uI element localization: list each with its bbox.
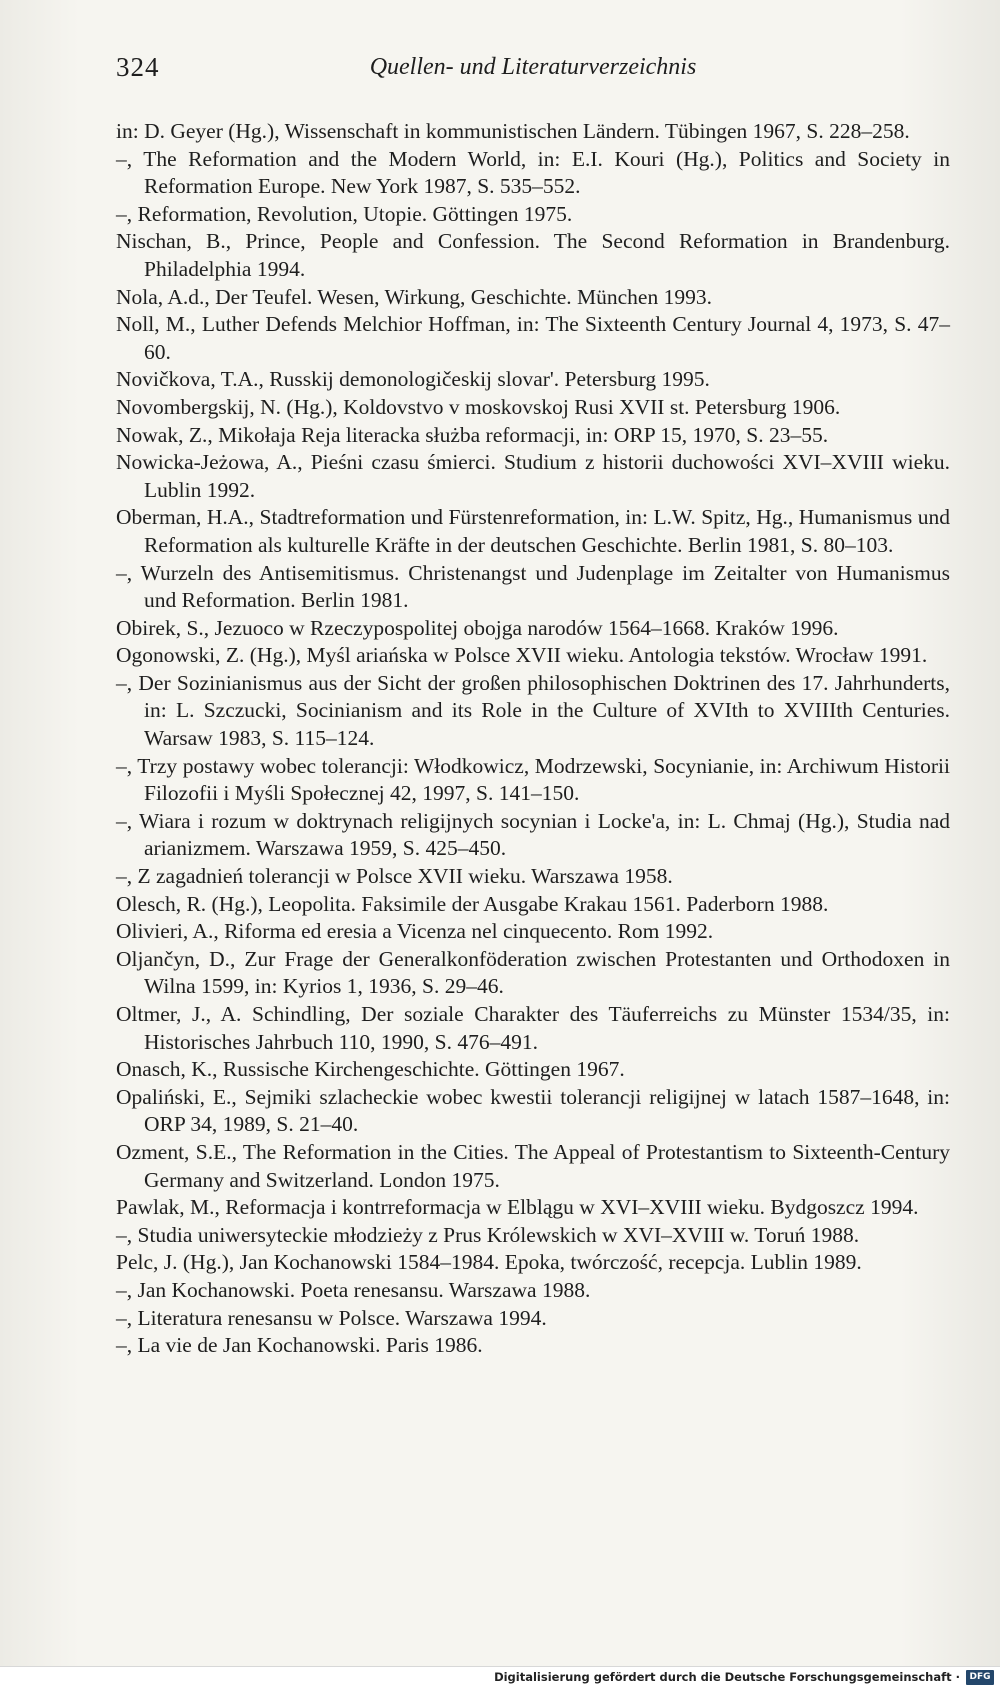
dfg-logo: DFG bbox=[966, 1670, 994, 1685]
bibliography-entry: Nowak, Z., Mikołaja Reja literacka służba reformacji, in: ORP 15, 1970, S. 23–55. bbox=[116, 422, 829, 447]
bibliography-entry: Olesch, R. (Hg.), Leopolita. Faksimile der Ausgabe Krakau 1561. Paderborn 1988. bbox=[116, 891, 829, 916]
bibliography-entry: Olivieri, A., Riforma ed eresia a Vicenza nel cinquecento. Rom 1992. bbox=[116, 919, 714, 944]
bibliography-entry: Ozment, S.E., The Reformation in the Cities. The Appeal of Protestantism to Sixteenth-Century Germany and Switzerland. London 1975. bbox=[116, 1139, 950, 1192]
bibliography-entry: –, Jan Kochanowski. Poeta renesansu. Warszawa 1988. bbox=[116, 1277, 591, 1302]
page-number: 324 bbox=[116, 52, 160, 82]
bibliography-entry: Pelc, J. (Hg.), Jan Kochanowski 1584–1984. Epoka, twórczość, recepcja. Lublin 1989. bbox=[116, 1250, 862, 1275]
bibliography-entry: Novombergskij, N. (Hg.), Koldovstvo v moskovskoj Rusi XVII st. Petersburg 1906. bbox=[116, 394, 841, 419]
bibliography-entry: –, Studia uniwersyteckie młodzieży z Prus Królewskich w XVI–XVIII w. Toruń 1988. bbox=[116, 1222, 860, 1247]
bibliography-entry: Oltmer, J., A. Schindling, Der soziale Charakter des Täuferreichs zu Münster 1534/35, in: Historisches Jahrbuch 110, 1990, S. 476–491. bbox=[116, 1002, 950, 1054]
bibliography-entry: –, La vie de Jan Kochanowski. Paris 1986. bbox=[116, 1333, 483, 1358]
bibliography-entry: –, Z zagadnień tolerancji w Polsce XVII wieku. Warszawa 1958. bbox=[116, 864, 673, 889]
bibliography-entry: Nola, A.d., Der Teufel. Wesen, Wirkung, Geschichte. München 1993. bbox=[116, 284, 712, 309]
bibliography-entry: –, Der Sozinianismus aus der Sicht der großen philosophischen Doktrinen des 17. Jahrhunderts, in: L. Szczucki, Socinianism and its Role in the Culture of XVIth to XVIIIth Centuries. Warsaw 1983, S. 115–124. bbox=[116, 670, 950, 751]
running-head: Quellen- und Literaturverzeichnis bbox=[369, 54, 697, 80]
page-header bbox=[116, 52, 950, 92]
bibliography-entry: Novičkova, T.A., Russkij demonologičeskij slovar'. Petersburg 1995. bbox=[116, 367, 710, 392]
bibliography-list bbox=[116, 118, 950, 1360]
bibliography-entry: Onasch, K., Russische Kirchengeschichte. Göttingen 1967. bbox=[116, 1057, 625, 1082]
bibliography-entry: Ogonowski, Z. (Hg.), Myśl ariańska w Polsce XVII wieku. Antologia tekstów. Wrocław 1991. bbox=[116, 643, 928, 668]
bibliography-entry: in: D. Geyer (Hg.), Wissenschaft in kommunistischen Ländern. Tübingen 1967, S. 228–258. bbox=[116, 119, 910, 143]
bibliography-entry: Obirek, S., Jezuoco w Rzeczypospolitej obojga narodów 1564–1668. Kraków 1996. bbox=[116, 615, 839, 640]
bibliography-entry: –, Wurzeln des Antisemitismus. Christenangst und Judenplage im Zeitalter von Humanismus und Reformation. Berlin 1981. bbox=[116, 560, 950, 613]
funding-notice: Digitalisierung gefördert durch die Deutsche Forschungsgemeinschaft · bbox=[494, 1670, 960, 1684]
bibliography-entry: –, Literatura renesansu w Polsce. Warszawa 1994. bbox=[116, 1305, 547, 1330]
bibliography-entry: Oberman, H.A., Stadtreformation und Fürstenreformation, in: L.W. Spitz, Hg., Humanismus und Reformation als kulturelle Kräfte in der deutschen Geschichte. Berlin 1981, S. 80–103. bbox=[116, 505, 950, 557]
bibliography-entry: Opaliński, E., Sejmiki szlacheckie wobec kwestii tolerancji religijnej w latach 1587–1648, in: ORP 34, 1989, S. 21–40. bbox=[116, 1084, 950, 1137]
bibliography-entry: –, Reformation, Revolution, Utopie. Göttingen 1975. bbox=[116, 201, 573, 226]
bibliography-entry: Noll, M., Luther Defends Melchior Hoffman, in: The Sixteenth Century Journal 4, 1973, S. 47–60. bbox=[116, 312, 950, 364]
bibliography-entry: –, Wiara i rozum w doktrynach religijnych socynian i Locke'a, in: L. Chmaj (Hg.), Studia nad arianizmem. Warszawa 1959, S. 425–450. bbox=[116, 808, 950, 861]
bibliography-entry: Pawlak, M., Reformacja i kontrreformacja w Elblągu w XVI–XVIII wieku. Bydgoszcz 1994. bbox=[116, 1195, 919, 1220]
bibliography-entry: –, Trzy postawy wobec tolerancji: Włodkowicz, Modrzewski, Socynianie, in: Archiwum Historii Filozofii i Myśli Społecznej 42, 1997, S. 141–150. bbox=[116, 753, 950, 806]
bibliography-entry: Oljančyn, D., Zur Frage der Generalkonföderation zwischen Protestanten und Orthodoxen in Wilna 1599, in: Kyrios 1, 1936, S. 29–46. bbox=[116, 946, 950, 999]
bibliography-entry: –, The Reformation and the Modern World, in: E.I. Kouri (Hg.), Politics and Society in Reformation Europe. New York 1987, S. 535–552. bbox=[116, 146, 950, 199]
digitization-footer bbox=[0, 1666, 1000, 1689]
bibliography-entry: Nischan, B., Prince, People and Confession. The Second Reformation in Brandenburg. Philadelphia 1994. bbox=[116, 229, 950, 281]
bibliography-entry: Nowicka-Jeżowa, A., Pieśni czasu śmierci. Studium z historii duchowości XVI–XVIII wieku. Lublin 1992. bbox=[116, 450, 950, 502]
